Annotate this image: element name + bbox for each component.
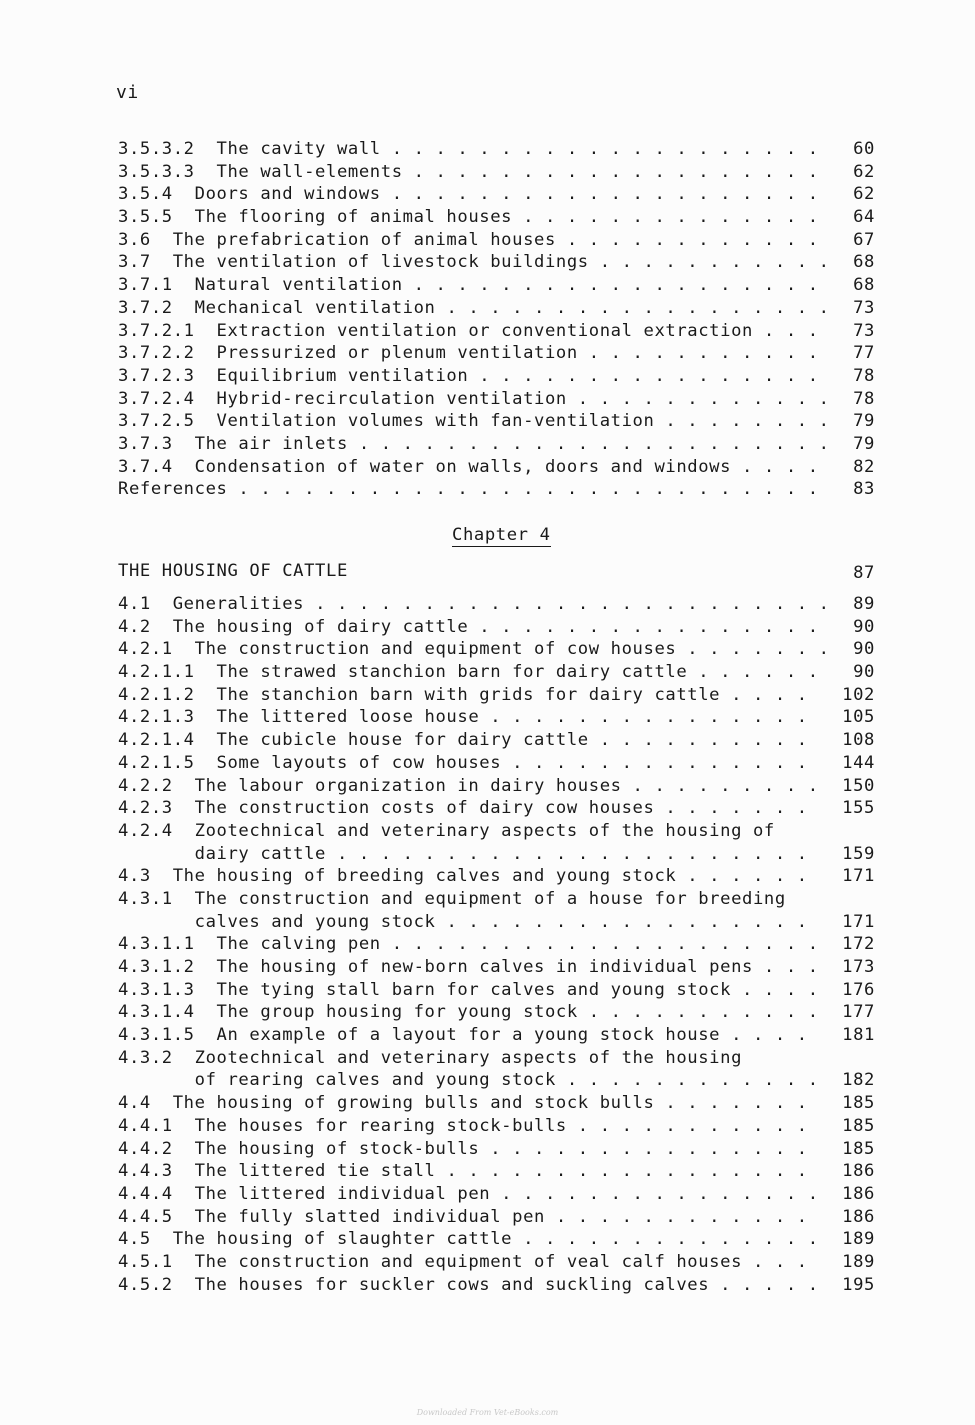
toc-entry-page: 189 xyxy=(842,1251,875,1272)
dot-leader: . . . . . . . . . . . . . . xyxy=(501,752,808,773)
toc-entry-title: 4.2.1.2 The stanchion barn with grids for dairy cattle xyxy=(118,684,721,705)
dot-leader: . . . . . . . . . . . . . . . . . . . xyxy=(402,161,819,182)
toc-entry-title: 4.2.1.3 The littered loose house xyxy=(118,707,480,728)
dot-leader: . . . . . . . . . . . . xyxy=(555,229,819,250)
page-number: vi xyxy=(116,82,139,103)
toc-entry-page: 62 xyxy=(853,161,875,182)
toc-entry-title: 3.7.1 Natural ventilation xyxy=(118,275,403,296)
dot-leader: . . . . . . . . . xyxy=(621,775,819,796)
toc-entry xyxy=(118,1001,875,1024)
toc-entry-page: 186 xyxy=(842,1161,875,1182)
toc-entry xyxy=(118,1160,875,1183)
toc-list-chapter-3 xyxy=(118,138,875,501)
toc-entry-page: 82 xyxy=(853,456,875,477)
toc-entry xyxy=(118,1024,875,1047)
dot-leader: . . . xyxy=(752,957,819,978)
chapter-label: Chapter 4 xyxy=(452,525,551,545)
toc-entry-page: 102 xyxy=(842,684,875,705)
toc-entry-page: 182 xyxy=(842,1070,875,1091)
toc-entry xyxy=(118,638,875,661)
toc-entry-title: 4.3.1.5 An example of a layout for a young stock house xyxy=(118,1025,721,1046)
toc-entry-title: 4.3.1.2 The housing of new-born calves in individual pens xyxy=(118,957,753,978)
toc-entry xyxy=(118,1274,875,1297)
toc-entry-title: 4.2.3 The construction costs of dairy cow houses xyxy=(118,798,655,819)
toc-entry xyxy=(118,388,875,411)
dot-leader: . . . . . . . . . . . . . . . . . . . . . . xyxy=(326,843,808,864)
dot-leader: . . . . . . . . . . . . . . . . . . . . . . . . . . . xyxy=(227,479,819,500)
dot-leader: . . . . . . . . . . xyxy=(588,730,808,751)
dot-leader: . . . . . . xyxy=(687,662,819,683)
toc-entry-page: 73 xyxy=(853,297,875,318)
toc-entry-page: 181 xyxy=(842,1025,875,1046)
dot-leader: . . . . . . . . . . . . . . . . . . . . xyxy=(380,139,819,159)
toc-entry xyxy=(118,433,875,456)
dot-leader: . . . . . xyxy=(709,1274,819,1295)
dot-leader: . . . . . . . . . . . . xyxy=(555,1070,819,1091)
toc-entry-title: 3.7.4 Condensation of water on walls, doors and windows xyxy=(118,456,732,477)
download-watermark: Downloaded From Vet-eBooks.com xyxy=(416,1408,559,1417)
dot-leader: . . . . . . . . . . . . . . . . . . . xyxy=(402,275,819,296)
dot-leader: . . . . . . . . . . . . . . xyxy=(512,1229,819,1250)
toc-entry-title: 4.2.1.4 The cubicle house for dairy cattle xyxy=(118,730,589,751)
toc-entry-title: 4.2.1.5 Some layouts of cow houses xyxy=(118,752,502,773)
toc-entry-title: 3.7.2 Mechanical ventilation xyxy=(118,297,436,318)
toc-entry-page: 144 xyxy=(842,752,875,773)
toc-entry xyxy=(118,297,875,320)
toc-entry xyxy=(118,684,875,707)
toc-entry xyxy=(118,1206,875,1229)
toc-entry-title: 3.7.2.1 Extraction ventilation or conventional extraction xyxy=(118,320,753,341)
toc-entry-page: 159 xyxy=(842,843,875,864)
toc-entry xyxy=(118,478,875,501)
toc-entry-page: 90 xyxy=(853,662,875,683)
toc-entry-title: 3.7.2.5 Ventilation volumes with fan-ventilation xyxy=(118,411,655,432)
toc-entry-page: 171 xyxy=(842,911,875,932)
toc-entry-title: 3.7.3 The air inlets xyxy=(118,433,348,454)
toc-entry xyxy=(118,1251,875,1274)
dot-leader: . . . . . . . . . . . . . . . . . . . . xyxy=(380,184,819,205)
toc-entry xyxy=(118,888,875,933)
toc-entry-page: 68 xyxy=(853,252,875,273)
toc-entry xyxy=(118,161,875,184)
toc-entry-page: 176 xyxy=(842,979,875,1000)
dot-leader: . . . . . . . . . . . . . . . . . . . . . . . . xyxy=(304,594,830,614)
toc-entry-page: 185 xyxy=(842,1115,875,1136)
toc-entry-page: 155 xyxy=(842,798,875,819)
toc-entry-title: 4.3.1 The construction and equipment of a house for breeding calves and young stock xyxy=(118,888,786,932)
toc-entry-title: 3.7 The ventilation of livestock buildings xyxy=(118,252,589,273)
dot-leader: . . . . . . . . . . . . . . . . xyxy=(468,365,819,386)
toc-entry xyxy=(118,365,875,388)
toc-entry xyxy=(118,342,875,365)
dot-leader: . . . . . . xyxy=(676,866,808,887)
toc-entry xyxy=(118,229,875,252)
dot-leader: . . . . xyxy=(731,456,819,477)
toc-entry-page: 185 xyxy=(842,1093,875,1114)
chapter-page-number: 87 xyxy=(853,563,875,583)
toc-entry-title: 3.6 The prefabrication of animal houses xyxy=(118,229,556,250)
toc-entry-title: 4.3.1.4 The group housing for young stock xyxy=(118,1002,578,1023)
toc-entry xyxy=(118,661,875,684)
toc-entry-title: 3.7.2.3 Equilibrium ventilation xyxy=(118,365,469,386)
toc-entry xyxy=(118,1092,875,1115)
toc-entry-page: 77 xyxy=(853,343,875,364)
toc-list-chapter-4 xyxy=(118,593,875,1296)
toc-entry xyxy=(118,1183,875,1206)
dot-leader: . . . . . . . xyxy=(654,798,808,819)
toc-entry-page: 90 xyxy=(853,616,875,637)
dot-leader: . . . . . . . . . . . . . . . . . . . . xyxy=(380,934,819,955)
toc-entry-title: 3.7.2.4 Hybrid-recirculation ventilation xyxy=(118,388,567,409)
toc-entry-title: 4.4.4 The littered individual pen xyxy=(118,1183,491,1204)
toc-entry-title: 4.4.2 The housing of stock-bulls xyxy=(118,1138,480,1159)
toc-entry-page: 78 xyxy=(853,365,875,386)
toc-entry xyxy=(118,820,875,865)
toc-entry xyxy=(118,933,875,956)
dot-leader: . . . . xyxy=(720,1025,808,1046)
toc-entry-title: 4.5.2 The houses for suckler cows and suckling calves xyxy=(118,1274,710,1295)
toc-entry-page: 177 xyxy=(842,1002,875,1023)
toc-entry-title: 4.1 Generalities xyxy=(118,594,305,614)
toc-entry-title: 3.5.4 Doors and windows xyxy=(118,184,381,205)
toc-entry xyxy=(118,183,875,206)
toc-entry-title: 4.3.2 Zootechnical and veterinary aspects of the housing of rearing calves and young stock xyxy=(118,1047,743,1091)
toc-entry-page: 185 xyxy=(842,1138,875,1159)
toc-entry-title: 4.2.1 The construction and equipment of cow houses xyxy=(118,639,677,660)
toc-entry-page: 60 xyxy=(853,139,875,159)
toc-entry-title: 4.3.1.3 The tying stall barn for calves and young stock xyxy=(118,979,732,1000)
toc-entry-title: 4.2.1.1 The strawed stanchion barn for dairy cattle xyxy=(118,662,688,683)
toc-entry-title: 4.2.2 The labour organization in dairy houses xyxy=(118,775,622,796)
dot-leader: . . . . . . . . xyxy=(654,411,830,432)
dot-leader: . . . xyxy=(752,320,819,341)
toc-entry-page: 68 xyxy=(853,275,875,296)
toc-entry-page: 67 xyxy=(853,229,875,250)
dot-leader: . . . . . . . . . . . . . . . xyxy=(490,1183,819,1204)
toc-entry-page: 90 xyxy=(853,639,875,660)
toc-entry-page: 89 xyxy=(853,594,875,614)
toc-entry-title: 4.4.5 The fully slatted individual pen xyxy=(118,1206,545,1227)
toc-entry xyxy=(118,979,875,1002)
toc-entry-title: 4.3 The housing of breeding calves and young stock xyxy=(118,866,677,887)
dot-leader: . . . . . . . . . . . . xyxy=(566,388,830,409)
toc-entry-page: 79 xyxy=(853,433,875,454)
toc-entry-page: 195 xyxy=(842,1274,875,1295)
toc-entry-title: 4.2 The housing of dairy cattle xyxy=(118,616,469,637)
toc-entry-page: 105 xyxy=(842,707,875,728)
toc-entry xyxy=(118,456,875,479)
toc-entry xyxy=(118,410,875,433)
toc-entry xyxy=(118,729,875,752)
dot-leader: . . . . . . . . . . . . . . . . . xyxy=(435,1161,808,1182)
toc-entry-page: 150 xyxy=(842,775,875,796)
dot-leader: . . . . xyxy=(720,684,808,705)
toc-entry-title: 4.2.4 Zootechnical and veterinary aspects of the housing of dairy cattle xyxy=(118,820,775,864)
toc-entry-page: 83 xyxy=(853,479,875,500)
toc-entry-page: 171 xyxy=(842,866,875,887)
toc-entry xyxy=(118,320,875,343)
toc-entry xyxy=(118,251,875,274)
toc-entry xyxy=(118,752,875,775)
toc-entry-page: 79 xyxy=(853,411,875,432)
toc-entry xyxy=(118,138,875,161)
toc-entry xyxy=(118,797,875,820)
toc-entry xyxy=(118,1115,875,1138)
dot-leader: . . . . . . . . . . . xyxy=(588,252,830,273)
toc-entry-page: 73 xyxy=(853,320,875,341)
dot-leader: . . . . . . . xyxy=(654,1093,808,1114)
toc-entry xyxy=(118,865,875,888)
dot-leader: . . . . xyxy=(731,979,819,1000)
toc-entry xyxy=(118,1228,875,1251)
toc-entry-page: 173 xyxy=(842,957,875,978)
dot-leader: . . . . . . . . . . . . . . . xyxy=(479,707,808,728)
toc-entry-page: 189 xyxy=(842,1229,875,1250)
toc-entry xyxy=(118,1047,875,1092)
toc-entry xyxy=(118,1138,875,1161)
toc-entry-title: 4.4 The housing of growing bulls and stock bulls xyxy=(118,1093,655,1114)
toc-entry xyxy=(118,593,875,616)
toc-entry-page: 64 xyxy=(853,207,875,228)
toc-entry-title: 4.3.1.1 The calving pen xyxy=(118,934,381,955)
toc-entry-page: 78 xyxy=(853,388,875,409)
toc-entry-page: 172 xyxy=(842,934,875,955)
chapter-title: THE HOUSING OF CATTLE xyxy=(118,561,348,581)
toc-entry-title: 4.5.1 The construction and equipment of veal calf houses xyxy=(118,1251,743,1272)
toc-entry-title: 3.5.3.3 The wall-elements xyxy=(118,161,403,182)
toc-entry-page: 186 xyxy=(842,1183,875,1204)
toc-entry-page: 108 xyxy=(842,730,875,751)
dot-leader: . . . . . . . . . . . . . . . . . . . . . . xyxy=(347,433,830,454)
toc-entry xyxy=(118,775,875,798)
dot-leader: . . . . . . . . . . . . . . . xyxy=(479,1138,808,1159)
dot-leader: . . . . . . . . . . . . . . . . . . xyxy=(435,297,830,318)
dot-leader: . . . . . . . . . . . . . . xyxy=(512,207,819,228)
dot-leader: . . . . . . . . . . . xyxy=(577,1002,819,1023)
dot-leader: . . . . . . . . . . . xyxy=(566,1115,808,1136)
dot-leader: . . . . . . . . . . . xyxy=(577,343,819,364)
toc-entry xyxy=(118,616,875,639)
toc-entry xyxy=(118,956,875,979)
toc-entry-page: 186 xyxy=(842,1206,875,1227)
dot-leader: . . . . . . . xyxy=(676,639,830,660)
toc-entry xyxy=(118,206,875,229)
dot-leader: . . . xyxy=(742,1251,808,1272)
toc-entry-title: References xyxy=(118,479,228,500)
toc-entry xyxy=(118,706,875,729)
toc-entry-title: 4.5 The housing of slaughter cattle xyxy=(118,1229,513,1250)
toc-entry-title: 3.5.5 The flooring of animal houses xyxy=(118,207,513,228)
toc-entry-page: 62 xyxy=(853,184,875,205)
toc-entry-title: 4.4.3 The littered tie stall xyxy=(118,1161,436,1182)
dot-leader: . . . . . . . . . . . . xyxy=(544,1206,808,1227)
toc-entry-title: 3.7.2.2 Pressurized or plenum ventilation xyxy=(118,343,578,364)
dot-leader: . . . . . . . . . . . . . . . . xyxy=(468,616,819,637)
toc-entry-title: 4.4.1 The houses for rearing stock-bulls xyxy=(118,1115,567,1136)
toc-entry xyxy=(118,274,875,297)
toc-entry-title: 3.5.3.2 The cavity wall xyxy=(118,139,381,159)
dot-leader: . . . . . . . . . . . . . . . . . xyxy=(435,911,808,932)
